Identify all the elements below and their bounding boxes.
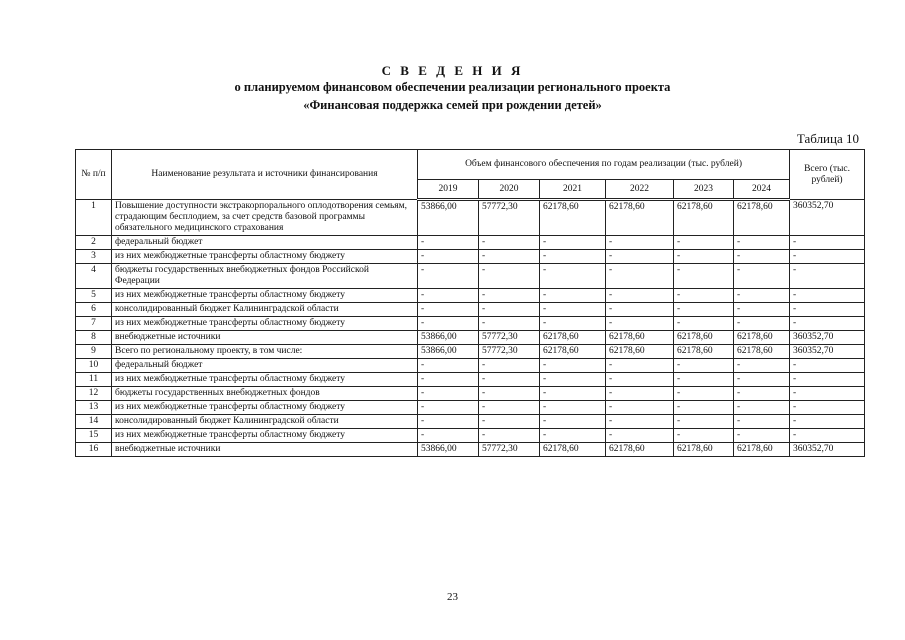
year-value: -: [479, 236, 540, 250]
row-number: 12: [76, 387, 112, 401]
year-value: 62178,60: [674, 331, 734, 345]
table-row: [76, 401, 865, 415]
row-number: 1: [76, 200, 112, 236]
year-value: -: [479, 303, 540, 317]
year-value: -: [674, 401, 734, 415]
year-value: -: [734, 387, 790, 401]
row-name: федеральный бюджет: [112, 359, 418, 373]
year-value: 62178,60: [734, 345, 790, 359]
row-number: 4: [76, 264, 112, 289]
year-value: -: [540, 387, 606, 401]
table-row: [76, 250, 865, 264]
page-number: 23: [447, 591, 458, 603]
year-value: -: [734, 250, 790, 264]
year-value: 62178,60: [540, 345, 606, 359]
table-row: [76, 443, 865, 457]
year-value: -: [479, 250, 540, 264]
table-row: [76, 200, 865, 236]
year-value: -: [734, 317, 790, 331]
table-row: [76, 236, 865, 250]
header-number: № п/п: [76, 150, 112, 200]
year-value: -: [418, 387, 479, 401]
year-value: -: [418, 415, 479, 429]
year-value: -: [479, 387, 540, 401]
year-value: -: [734, 303, 790, 317]
year-value: -: [734, 429, 790, 443]
table-row: [76, 317, 865, 331]
table-row: [76, 429, 865, 443]
year-value: -: [606, 303, 674, 317]
year-value: 62178,60: [606, 331, 674, 345]
year-value: -: [418, 264, 479, 289]
row-number: 2: [76, 236, 112, 250]
row-total: -: [790, 264, 865, 289]
year-value: 62178,60: [606, 345, 674, 359]
year-value: -: [418, 373, 479, 387]
year-value: -: [674, 359, 734, 373]
row-total: -: [790, 236, 865, 250]
year-value: -: [606, 415, 674, 429]
year-value: -: [479, 317, 540, 331]
year-value: -: [540, 264, 606, 289]
header-year: 2023: [674, 180, 734, 200]
table-label: Таблица 10: [796, 131, 859, 146]
year-value: -: [674, 303, 734, 317]
year-value: -: [418, 401, 479, 415]
year-value: -: [540, 289, 606, 303]
year-value: 62178,60: [606, 443, 674, 457]
table-row: [76, 387, 865, 401]
year-value: 53866,00: [418, 200, 479, 236]
year-value: -: [418, 359, 479, 373]
year-value: -: [734, 373, 790, 387]
year-value: -: [674, 250, 734, 264]
row-name: консолидированный бюджет Калининградской области: [112, 303, 418, 317]
year-value: -: [540, 317, 606, 331]
year-value: -: [606, 250, 674, 264]
year-value: -: [674, 236, 734, 250]
row-number: 10: [76, 359, 112, 373]
year-value: -: [479, 401, 540, 415]
row-number: 3: [76, 250, 112, 264]
header-volume: Объем финансового обеспечения по годам реализации (тыс. рублей): [418, 150, 790, 180]
header-name: Наименование результата и источники финансирования: [112, 150, 418, 200]
year-value: -: [606, 387, 674, 401]
row-total: -: [790, 289, 865, 303]
year-value: 62178,60: [734, 443, 790, 457]
header-total: Всего (тыс. рублей): [790, 150, 865, 200]
table-row: [76, 373, 865, 387]
year-value: -: [734, 289, 790, 303]
financing-table: [75, 149, 865, 457]
row-total: 360352,70: [790, 443, 865, 457]
year-value: 62178,60: [674, 443, 734, 457]
year-value: -: [606, 264, 674, 289]
row-total: -: [790, 317, 865, 331]
row-number: 7: [76, 317, 112, 331]
row-total: 360352,70: [790, 345, 865, 359]
row-name: Всего по региональному проекту, в том числе:: [112, 345, 418, 359]
year-value: -: [674, 317, 734, 331]
year-value: -: [540, 359, 606, 373]
year-value: 53866,00: [418, 345, 479, 359]
row-total: -: [790, 303, 865, 317]
year-value: -: [540, 415, 606, 429]
year-value: -: [674, 387, 734, 401]
row-number: 6: [76, 303, 112, 317]
year-value: -: [734, 236, 790, 250]
row-name: бюджеты государственных внебюджетных фондов Российской Федерации: [112, 264, 418, 289]
row-number: 8: [76, 331, 112, 345]
project-name: «Финансовая поддержка семей при рождении детей»: [303, 98, 602, 112]
row-number: 9: [76, 345, 112, 359]
year-value: -: [479, 289, 540, 303]
year-value: 62178,60: [540, 331, 606, 345]
header-year: 2020: [479, 180, 540, 200]
table-row: [76, 331, 865, 345]
row-name: Повышение доступности экстракорпорального оплодотворения семьям, страдающим бесплодием, за счет средств базовой программы обязательного медицинского страхования: [112, 200, 418, 236]
year-value: -: [479, 359, 540, 373]
year-value: 57772,30: [479, 331, 540, 345]
year-value: -: [540, 401, 606, 415]
year-value: -: [674, 415, 734, 429]
year-value: 62178,60: [674, 200, 734, 236]
row-name: из них межбюджетные трансферты областному бюджету: [112, 373, 418, 387]
table-row: [76, 345, 865, 359]
year-value: -: [606, 289, 674, 303]
year-value: -: [674, 289, 734, 303]
year-value: 57772,30: [479, 443, 540, 457]
header-year: 2019: [418, 180, 479, 200]
row-total: -: [790, 250, 865, 264]
year-value: 57772,30: [479, 200, 540, 236]
year-value: -: [418, 303, 479, 317]
row-name: из них межбюджетные трансферты областному бюджету: [112, 317, 418, 331]
row-total: -: [790, 415, 865, 429]
year-value: -: [418, 317, 479, 331]
header-year: 2022: [606, 180, 674, 200]
row-name: внебюджетные источники: [112, 331, 418, 345]
row-number: 14: [76, 415, 112, 429]
row-number: 13: [76, 401, 112, 415]
year-value: -: [479, 373, 540, 387]
year-value: -: [674, 429, 734, 443]
year-value: -: [606, 236, 674, 250]
row-number: 16: [76, 443, 112, 457]
row-total: -: [790, 373, 865, 387]
year-value: 53866,00: [418, 443, 479, 457]
row-name: внебюджетные источники: [112, 443, 418, 457]
year-value: -: [479, 415, 540, 429]
row-number: 11: [76, 373, 112, 387]
row-name: из них межбюджетные трансферты областному бюджету: [112, 289, 418, 303]
year-value: -: [540, 236, 606, 250]
header-year: 2024: [734, 180, 790, 200]
row-total: -: [790, 401, 865, 415]
year-value: -: [674, 373, 734, 387]
table-row: [76, 289, 865, 303]
year-value: -: [606, 317, 674, 331]
row-total: 360352,70: [790, 200, 865, 236]
row-total: 360352,70: [790, 331, 865, 345]
year-value: -: [734, 359, 790, 373]
year-value: -: [540, 429, 606, 443]
year-value: -: [606, 401, 674, 415]
table-row: [76, 415, 865, 429]
year-value: -: [734, 264, 790, 289]
document-subtitle: о планируемом финансовом обеспечении реализации регионального проекта: [234, 80, 671, 94]
year-value: 62178,60: [540, 200, 606, 236]
year-value: -: [418, 289, 479, 303]
year-value: 62178,60: [734, 331, 790, 345]
year-value: -: [734, 401, 790, 415]
year-value: -: [734, 415, 790, 429]
row-total: -: [790, 387, 865, 401]
year-value: -: [418, 429, 479, 443]
table-row: [76, 359, 865, 373]
document-title: С В Е Д Е Н И Я: [381, 63, 524, 78]
year-value: -: [606, 359, 674, 373]
year-value: -: [418, 236, 479, 250]
year-value: 62178,60: [606, 200, 674, 236]
row-name: из них межбюджетные трансферты областному бюджету: [112, 429, 418, 443]
header-year: 2021: [540, 180, 606, 200]
year-value: -: [606, 373, 674, 387]
year-value: -: [540, 303, 606, 317]
row-name: федеральный бюджет: [112, 236, 418, 250]
year-value: -: [479, 429, 540, 443]
row-name: из них межбюджетные трансферты областному бюджету: [112, 401, 418, 415]
row-number: 5: [76, 289, 112, 303]
year-value: -: [674, 264, 734, 289]
year-value: 62178,60: [540, 443, 606, 457]
row-name: консолидированный бюджет Калининградской области: [112, 415, 418, 429]
year-value: 62178,60: [734, 200, 790, 236]
row-name: из них межбюджетные трансферты областному бюджету: [112, 250, 418, 264]
year-value: 53866,00: [418, 331, 479, 345]
year-value: 57772,30: [479, 345, 540, 359]
year-value: -: [540, 250, 606, 264]
year-value: -: [540, 373, 606, 387]
row-total: -: [790, 429, 865, 443]
row-number: 15: [76, 429, 112, 443]
row-name: бюджеты государственных внебюджетных фондов: [112, 387, 418, 401]
table-row: [76, 264, 865, 289]
year-value: 62178,60: [674, 345, 734, 359]
year-value: -: [418, 250, 479, 264]
row-total: -: [790, 359, 865, 373]
year-value: -: [479, 264, 540, 289]
table-row: [76, 303, 865, 317]
year-value: -: [606, 429, 674, 443]
